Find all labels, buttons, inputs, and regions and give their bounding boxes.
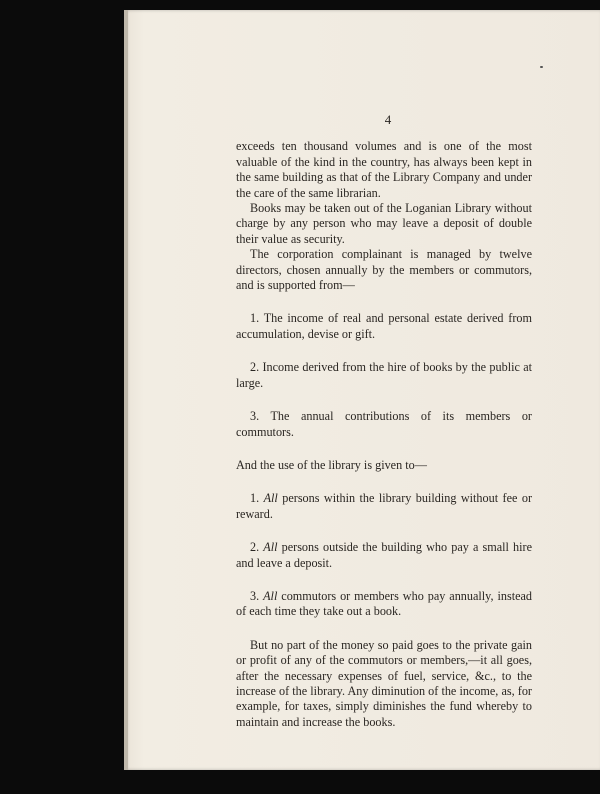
- support-item-2: [236, 360, 532, 391]
- page-text: [236, 112, 532, 730]
- use-item-emphasis: All: [263, 588, 278, 603]
- use-item-number: 2.: [250, 540, 260, 555]
- support-item-text: The income of real and personal estate derived from accumulation, devise or gift.: [236, 311, 532, 341]
- use-item-text: commutors or members who pay annually, instead of each time they take out a book.: [236, 588, 533, 619]
- paragraph-collection-description: exceeds ten thousand volumes and is one of the most valuable of the kind in the country, has always been kept in the same building as that of the Library Company and under the care of the same librarian.: [236, 139, 532, 200]
- use-item-3: [236, 589, 532, 620]
- use-item-1: [236, 491, 532, 522]
- ink-speck: [540, 66, 543, 68]
- use-item-text: persons within the library building without fee or reward.: [236, 491, 533, 521]
- support-item-3: [236, 409, 532, 440]
- support-item-text: Income derived from the hire of books by the public at large.: [236, 360, 533, 390]
- page-number: 4: [384, 112, 392, 127]
- use-item-number: 1.: [250, 491, 260, 506]
- support-item-1: [236, 311, 532, 342]
- support-item-number: 3.: [250, 409, 260, 424]
- page-edge: [124, 10, 128, 770]
- use-item-emphasis: All: [263, 491, 278, 506]
- use-item-number: 3.: [250, 588, 260, 603]
- support-item-number: 2.: [250, 360, 260, 375]
- use-item-emphasis: All: [263, 540, 278, 555]
- support-item-number: 1.: [250, 311, 260, 326]
- paragraph-corporation-management: The corporation complainant is managed by twelve directors, chosen annually by the members or commutors, and is supported from—: [236, 247, 532, 293]
- paragraph-loganian-library: Books may be taken out of the Loganian Library without charge by any person who may leave a deposit of double their value as security.: [236, 201, 532, 246]
- support-item-text: The annual contributions of its members or commutors.: [236, 409, 532, 439]
- use-item-2: [236, 540, 532, 571]
- use-item-text: persons outside the building who pay a small hire and leave a deposit.: [236, 540, 532, 570]
- closing-paragraph: But no part of the money so paid goes to the private gain or profit of any of the commutors or members,—it all goes, after the necessary expenses of fuel, service, &c., to the increase of the library. Any diminution of the income, as, for example, for taxes, simply diminishes the fund whereby to maintain and increase the books.: [236, 637, 532, 729]
- use-intro: And the use of the library is given to—: [236, 457, 427, 472]
